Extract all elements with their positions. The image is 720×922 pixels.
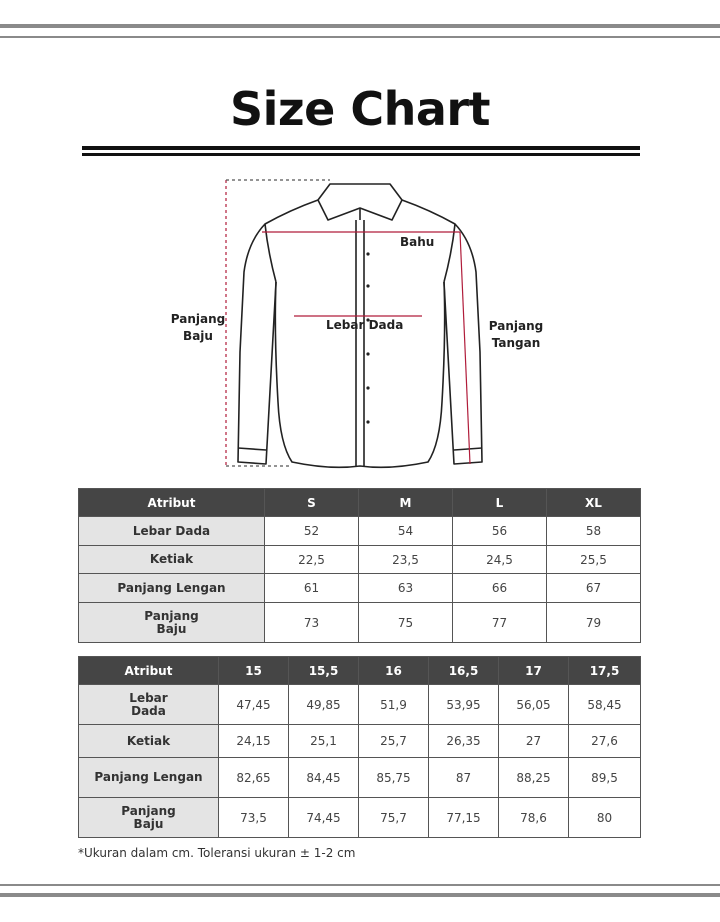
table-cell: 75,7: [359, 798, 429, 838]
table-cell: 54: [359, 517, 453, 546]
table-cell: 89,5: [569, 758, 641, 798]
table-cell: 67: [547, 574, 641, 603]
top-border-thin: [0, 36, 720, 38]
table-header-row: [79, 657, 641, 685]
table-cell: 77,15: [429, 798, 499, 838]
label-bahu: Bahu: [400, 235, 435, 249]
header-cell: 17,5: [569, 657, 641, 685]
table-cell: 85,75: [359, 758, 429, 798]
header-cell: Atribut: [79, 657, 219, 685]
size-table-alpha: [78, 488, 641, 643]
row-label: Panjang Baju: [79, 798, 219, 838]
table-cell: 49,85: [289, 685, 359, 725]
top-border-thick: [0, 24, 720, 28]
header-cell: M: [359, 489, 453, 517]
header-cell: 16,5: [429, 657, 499, 685]
table-cell: 22,5: [265, 546, 359, 574]
label-panjang-tangan: Panjang Tangan: [488, 319, 544, 350]
row-label: Panjang Lengan: [79, 574, 265, 603]
row-label: Panjang Lengan: [79, 758, 219, 798]
table-row: [79, 685, 641, 725]
table-cell: 78,6: [499, 798, 569, 838]
table-cell: 56,05: [499, 685, 569, 725]
bottom-border-thick: [0, 893, 720, 897]
row-label: Ketiak: [79, 725, 219, 758]
header-cell: 17: [499, 657, 569, 685]
row-label: Ketiak: [79, 546, 265, 574]
table-cell: 58: [547, 517, 641, 546]
table-cell: 79: [547, 603, 641, 643]
header-cell: 15: [219, 657, 289, 685]
table-row: [79, 758, 641, 798]
header-cell: Atribut: [79, 489, 265, 517]
footnote: *Ukuran dalam cm. Toleransi ukuran ± 1-2 cm: [78, 846, 356, 860]
header-cell: 15,5: [289, 657, 359, 685]
table-cell: 56: [453, 517, 547, 546]
table-header-row: [79, 489, 641, 517]
title-underline-thin: [82, 153, 640, 156]
row-label: Lebar Dada: [79, 517, 265, 546]
table-cell: 27: [499, 725, 569, 758]
table-row: [79, 574, 641, 603]
header-cell: 16: [359, 657, 429, 685]
table-cell: 23,5: [359, 546, 453, 574]
table-cell: 61: [265, 574, 359, 603]
table-cell: 88,25: [499, 758, 569, 798]
table-cell: 73,5: [219, 798, 289, 838]
table-row: [79, 517, 641, 546]
table-cell: 73: [265, 603, 359, 643]
table-cell: 84,45: [289, 758, 359, 798]
table-cell: 77: [453, 603, 547, 643]
row-label: Lebar Dada: [79, 685, 219, 725]
table-row: [79, 798, 641, 838]
label-panjang-baju: Panjang Baju: [170, 312, 226, 343]
table-cell: 51,9: [359, 685, 429, 725]
table-cell: 24,15: [219, 725, 289, 758]
header-cell: S: [265, 489, 359, 517]
table-cell: 25,7: [359, 725, 429, 758]
table-cell: 27,6: [569, 725, 641, 758]
table-cell: 87: [429, 758, 499, 798]
table-cell: 26,35: [429, 725, 499, 758]
title-underline-thick: [82, 146, 640, 150]
table-cell: 74,45: [289, 798, 359, 838]
table-cell: 63: [359, 574, 453, 603]
table-row: [79, 603, 641, 643]
table-cell: 53,95: [429, 685, 499, 725]
table-cell: 58,45: [569, 685, 641, 725]
table-cell: 24,5: [453, 546, 547, 574]
header-cell: XL: [547, 489, 641, 517]
table-row: [79, 725, 641, 758]
label-lebar-dada: Lebar Dada: [326, 318, 404, 332]
size-table-numeric: [78, 656, 641, 838]
table-cell: 66: [453, 574, 547, 603]
page-title: Size Chart: [229, 82, 491, 136]
table-cell: 52: [265, 517, 359, 546]
table-cell: 82,65: [219, 758, 289, 798]
row-label: Panjang Baju: [79, 603, 265, 643]
table-cell: 25,5: [547, 546, 641, 574]
table-cell: 80: [569, 798, 641, 838]
header-cell: L: [453, 489, 547, 517]
bottom-border-thin: [0, 884, 720, 886]
table-row: [79, 546, 641, 574]
table-cell: 47,45: [219, 685, 289, 725]
table-cell: 75: [359, 603, 453, 643]
table-cell: 25,1: [289, 725, 359, 758]
